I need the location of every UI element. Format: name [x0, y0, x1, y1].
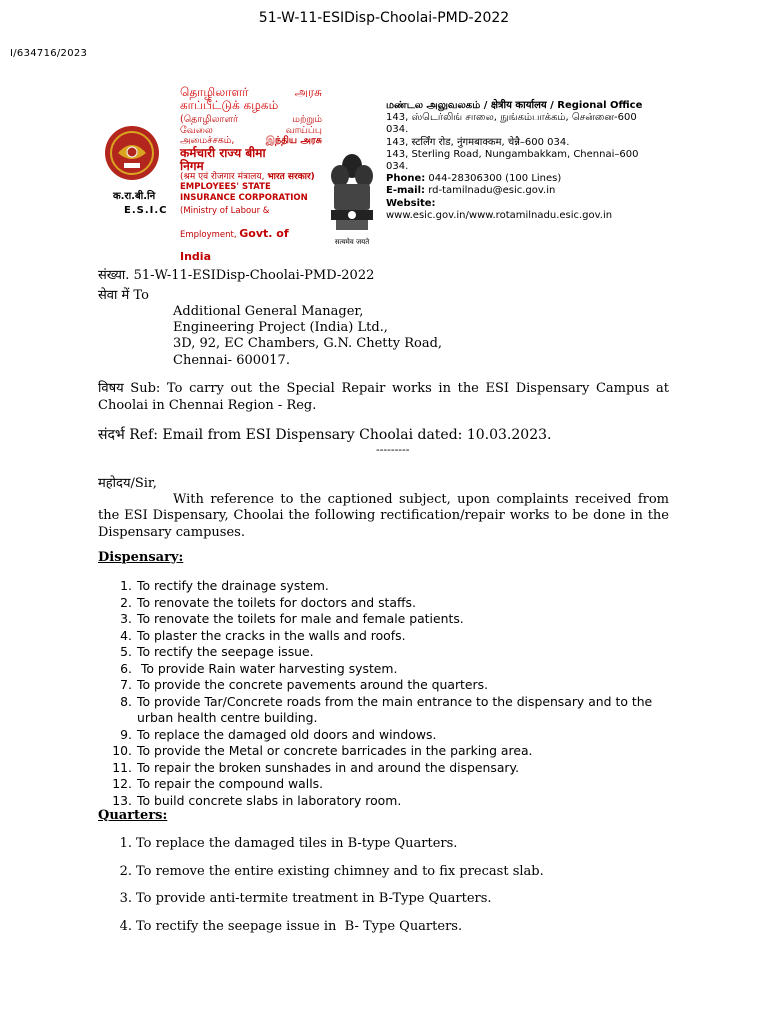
- item-number: 10.: [112, 743, 132, 758]
- item-number: 4.: [120, 627, 132, 643]
- list-item: [98, 628, 673, 645]
- tamil-ministry-word: வாய்ப்பு: [285, 124, 322, 136]
- addressee-block: [173, 304, 442, 369]
- english-org-line-2: INSURANCE CORPORATION: [180, 193, 308, 204]
- tamil-org-word: அரசு: [294, 85, 322, 99]
- office-address-block: [386, 100, 656, 222]
- item-text: To provide the concrete pavements around the quarters.: [137, 677, 489, 692]
- item-number: 2.: [119, 863, 132, 879]
- addressee-line: Engineering Project (India) Ltd.,: [173, 320, 388, 336]
- list-item: [98, 661, 673, 678]
- tamil-ministry-word: (தொழிலாளர்: [180, 114, 238, 126]
- website-value[interactable]: www.esic.gov.in/www.rotamilnadu.esic.gov.in: [386, 209, 613, 221]
- item-text: To remove the entire existing chimney and to fix precast slab.: [136, 863, 544, 879]
- list-item: [98, 611, 673, 628]
- item-text: To provide Tar/Concrete roads from the main entrance to the dispensary and to the urban health centre building.: [137, 693, 653, 725]
- address-hindi: 143, स्टर्लिंग रोड, नुंगमबाक्कम, चेन्नै–600 034.: [386, 136, 570, 148]
- list-item: [98, 919, 673, 947]
- item-text: To build concrete slabs in laboratory room.: [137, 792, 402, 808]
- item-number: 3.: [120, 611, 132, 626]
- list-item: [98, 743, 673, 760]
- tamil-org-line-2: [180, 99, 322, 112]
- list-item: [98, 727, 673, 744]
- item-text: To replace the damaged old doors and windows.: [137, 726, 437, 742]
- item-number: 8.: [120, 693, 132, 709]
- item-text: To rectify the seepage issue in B- Type Quarters.: [136, 918, 463, 934]
- ashoka-lion-icon: [324, 150, 380, 236]
- item-text: To renovate the toilets for male and female patients.: [137, 611, 464, 626]
- list-item: [98, 760, 673, 777]
- list-item: [98, 864, 673, 892]
- email-value[interactable]: rd-tamilnadu@esic.gov.in: [425, 185, 556, 197]
- item-text: To rectify the seepage issue.: [137, 644, 314, 659]
- phone-line: [386, 173, 656, 185]
- hindi-ministry-text: (श्रम एवं रोजगार मंत्रालय,: [180, 172, 268, 183]
- list-item: [98, 793, 673, 810]
- reference-number: संख्या. 51-W-11-ESIDisp-Choolai-PMD-2022: [98, 268, 375, 283]
- item-number: 5.: [120, 644, 132, 659]
- email-line: [386, 185, 656, 197]
- document-title: 51-W-11-ESIDisp-Choolai-PMD-2022: [258, 10, 510, 26]
- quarters-work-list: [98, 836, 673, 946]
- item-number: 7.: [120, 677, 132, 692]
- english-org-line-1: EMPLOYEES' STATE: [180, 181, 271, 192]
- dispensary-work-list: [98, 578, 673, 809]
- file-number: I/634716/2023: [10, 48, 88, 59]
- list-item: [98, 677, 673, 694]
- website-label: Website:: [386, 197, 436, 209]
- item-text: To plaster the cracks in the walls and roofs.: [137, 627, 406, 643]
- item-text: To repair the broken sunshades in and around the dispensary.: [137, 759, 520, 775]
- english-govt-text: Govt. of India: [180, 226, 289, 264]
- address-english: 143, Sterling Road, Nungambakkam, Chennai–600 034.: [386, 148, 639, 173]
- list-item: [98, 891, 673, 919]
- phone-value: 044-28306300 (100 Lines): [425, 173, 562, 185]
- tamil-org-word: காப்பீட்டுக் கழகம்: [180, 98, 279, 113]
- subject-line: विषय Sub: To carry out the Special Repair works in the ESI Dispensary Campus at Choolai in Chennai Region - Reg.: [98, 381, 669, 413]
- item-number: 3.: [119, 891, 132, 906]
- item-text: To provide Rain water harvesting system.: [137, 660, 398, 676]
- item-number: 6.: [120, 660, 132, 676]
- item-text: To repair the compound walls.: [137, 776, 324, 791]
- item-number: 1.: [120, 578, 132, 593]
- tamil-ministry-word: மற்றும்: [292, 114, 322, 126]
- organisation-name-block: [180, 86, 322, 266]
- list-item: [98, 595, 673, 612]
- list-item: [98, 836, 673, 864]
- addressee-line: Additional General Manager,: [173, 304, 364, 319]
- item-number: 4.: [119, 918, 132, 934]
- item-number: 1.: [119, 836, 132, 851]
- logo-text-english: E.S.I.C: [124, 205, 168, 216]
- email-label: E-mail:: [386, 185, 426, 197]
- reference-line: संदर्भ Ref: Email from ESI Dispensary Choolai dated: 10.03.2023.: [98, 427, 552, 443]
- addressee-line: Chennai- 600017.: [173, 352, 290, 368]
- item-text: To rectify the drainage system.: [137, 578, 329, 593]
- item-text: To provide the Metal or concrete barricades in the parking area.: [137, 743, 533, 758]
- english-ministry-text: Employment,: [180, 229, 240, 240]
- address-tamil: 143, ஸ்டெர்லிங் சாலை, நுங்கம்பாக்கம், சென்னை-600 034.: [386, 112, 637, 136]
- english-ministry-line-1: (Ministry of Labour &: [180, 205, 270, 216]
- item-text: To renovate the toilets for doctors and staffs.: [137, 594, 416, 610]
- list-item: [98, 644, 673, 661]
- english-ministry-line-2: [180, 220, 322, 266]
- emblem-motto: सत्यमेव जयते: [334, 238, 370, 246]
- hindi-govt-text: भारत सरकार): [267, 172, 315, 183]
- tamil-govt-text: இந்திய அரசு: [265, 135, 322, 147]
- item-number: 13.: [112, 792, 132, 808]
- item-number: 12.: [112, 776, 132, 791]
- addressee-line: 3D, 92, EC Chambers, G.N. Chetty Road,: [173, 336, 443, 352]
- logo-text-hindi: क.रा.बी.नि: [113, 191, 156, 202]
- item-number: 11.: [112, 759, 132, 775]
- dispensary-heading: Dispensary:: [98, 550, 184, 565]
- salutation: महोदय/Sir,: [98, 476, 157, 491]
- esic-logo: [104, 125, 160, 181]
- item-text: To provide anti-termite treatment in B-Type Quarters.: [136, 891, 492, 906]
- body-text: With reference to the captioned subject, upon complaints received from the ESI Dispensary, Choolai the following rectification/repair works to be done in the Dispensary campuses.: [98, 492, 669, 540]
- reference-separator: ---------: [376, 443, 410, 456]
- body-paragraph: [98, 492, 669, 541]
- item-text: To replace the damaged tiles in B-type Quarters.: [136, 836, 458, 851]
- tamil-ministry-word: வேலை: [180, 124, 213, 136]
- tamil-ministry-text: அமைச்சகம்,: [180, 135, 235, 147]
- hindi-org-line-2: निगम: [180, 158, 204, 173]
- phone-label: Phone:: [386, 173, 426, 185]
- list-item: [98, 694, 673, 727]
- list-item: [98, 578, 673, 595]
- hindi-org-line-1: कर्मचारी राज्य बीमा: [180, 145, 266, 160]
- list-item: [98, 776, 673, 793]
- tamil-org-word: தொழிலாளர்: [180, 85, 249, 99]
- to-label: सेवा में To: [98, 288, 149, 303]
- office-title: மண்டல அலுவலகம் / क्षेत्रीय कार्यालय / Regional Office: [386, 100, 643, 111]
- item-number: 9.: [120, 726, 132, 742]
- item-number: 2.: [120, 594, 132, 610]
- national-emblem: [324, 150, 380, 250]
- quarters-heading: Quarters:: [98, 808, 168, 823]
